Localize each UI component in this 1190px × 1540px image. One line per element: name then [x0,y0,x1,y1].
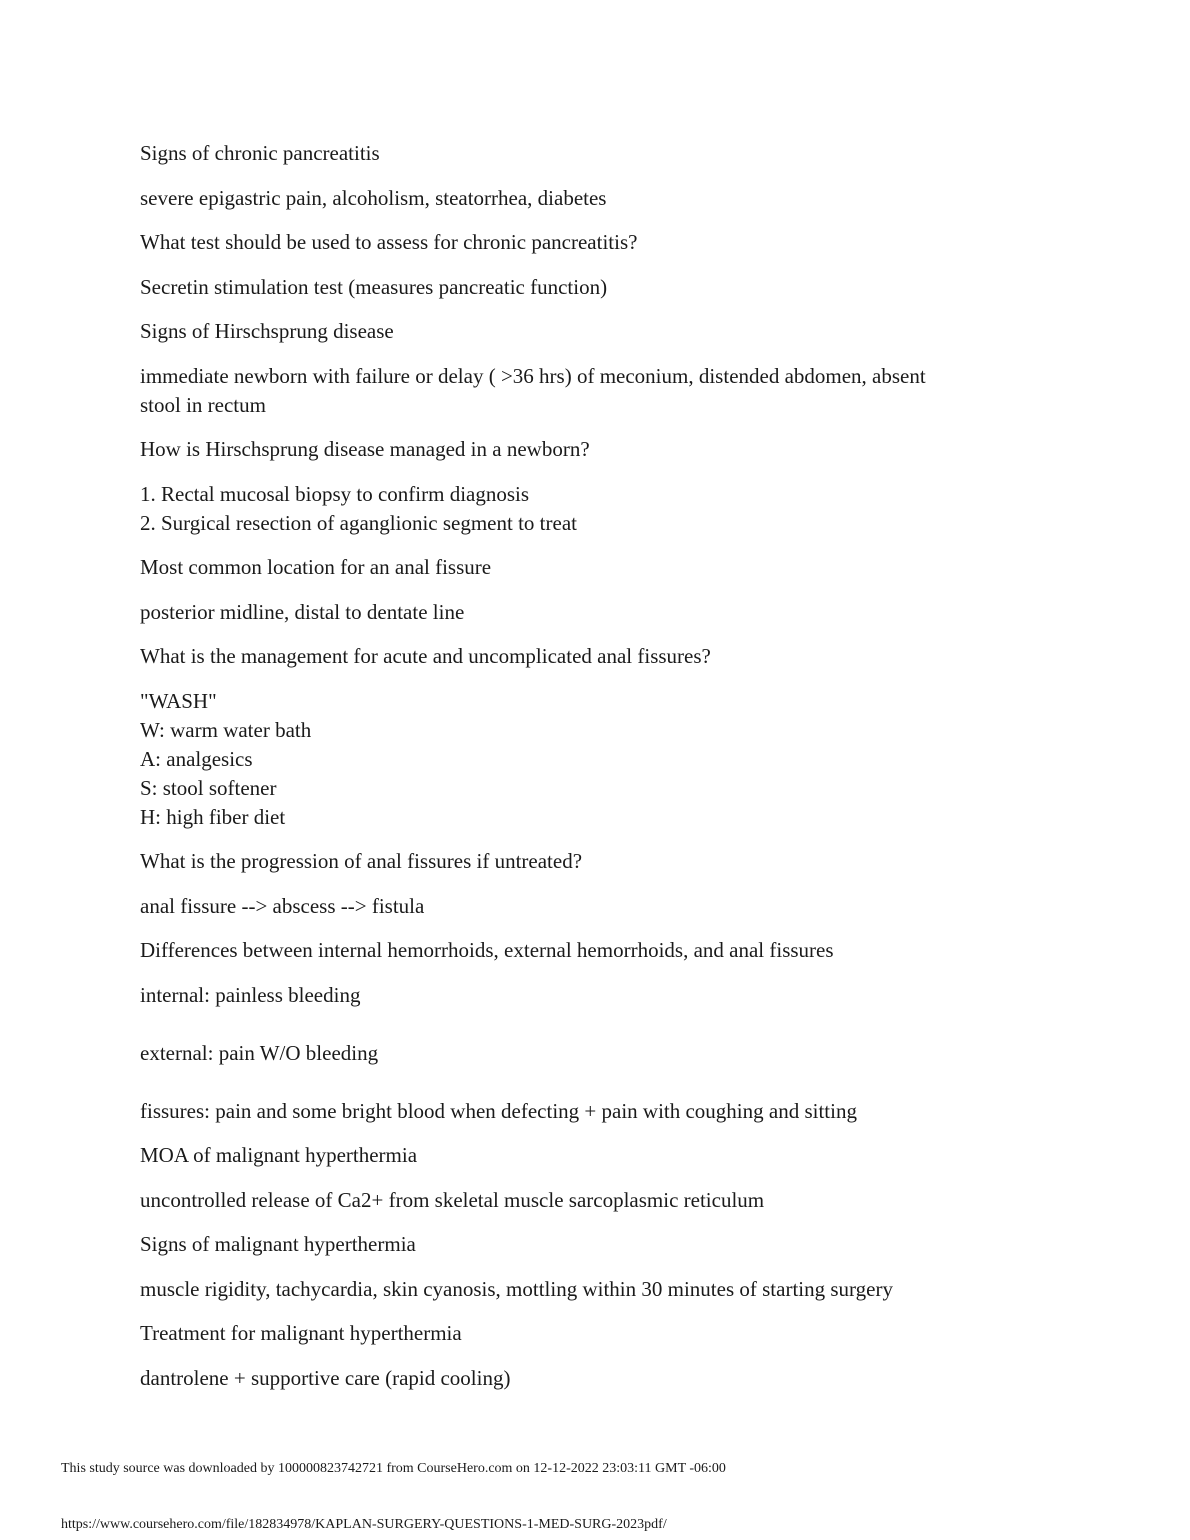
answer-text: severe epigastric pain, alcoholism, steatorrhea, diabetes [140,185,607,210]
question-text: Most common location for an anal fissure [140,555,492,579]
question-text: Signs of chronic pancreatitis [140,141,380,165]
question-text: Signs of Hirschsprung disease [140,319,394,343]
answer-text: anal fissure --> abscess --> fistula [140,893,425,918]
answer-text: fissures: pain and some bright blood when defecting + pain with coughing and sitting [140,1098,857,1123]
answer-text: "WASH" W: warm water bath A: analgesics S: stool softener H: high fiber diet [140,688,312,829]
answer-text: internal: painless bleeding [140,982,361,1007]
document-body [140,139,1040,1408]
answer-text: muscle rigidity, tachycardia, skin cyanosis, mottling within 30 minutes of starting surgery [140,1276,893,1301]
answer-text: posterior midline, distal to dentate line [140,599,465,624]
question-text: Differences between internal hemorrhoids, external hemorrhoids, and anal fissures [140,938,834,962]
source-url: https://www.coursehero.com/file/182834978/KAPLAN-SURGERY-QUESTIONS-1-MED-SURG-2023pdf/ [61,1517,667,1532]
question-text: What is the progression of anal fissures if untreated? [140,849,583,873]
answer-text: uncontrolled release of Ca2+ from skeletal muscle sarcoplasmic reticulum [140,1187,765,1212]
answer-text: dantrolene + supportive care (rapid cooling) [140,1365,511,1390]
question-text: What is the management for acute and uncomplicated anal fissures? [140,644,711,668]
question-text: MOA of malignant hyperthermia [140,1143,418,1167]
download-notice: This study source was downloaded by 100000823742721 from CourseHero.com on 12-12-2022 23:03:11 GMT -06:00 [61,1461,726,1476]
answer-text: external: pain W/O bleeding [140,1040,379,1065]
question-text: Signs of malignant hyperthermia [140,1232,416,1256]
answer-text: Secretin stimulation test (measures pancreatic function) [140,274,608,299]
question-text: Treatment for malignant hyperthermia [140,1321,462,1345]
answer-text: 1. Rectal mucosal biopsy to confirm diagnosis 2. Surgical resection of aganglionic segment to treat [140,481,577,535]
answer-text: immediate newborn with failure or delay ( >36 hrs) of meconium, distended abdomen, absent stool in rectum [140,363,926,417]
question-text: How is Hirschsprung disease managed in a newborn? [140,437,590,461]
question-text: What test should be used to assess for chronic pancreatitis? [140,230,638,254]
